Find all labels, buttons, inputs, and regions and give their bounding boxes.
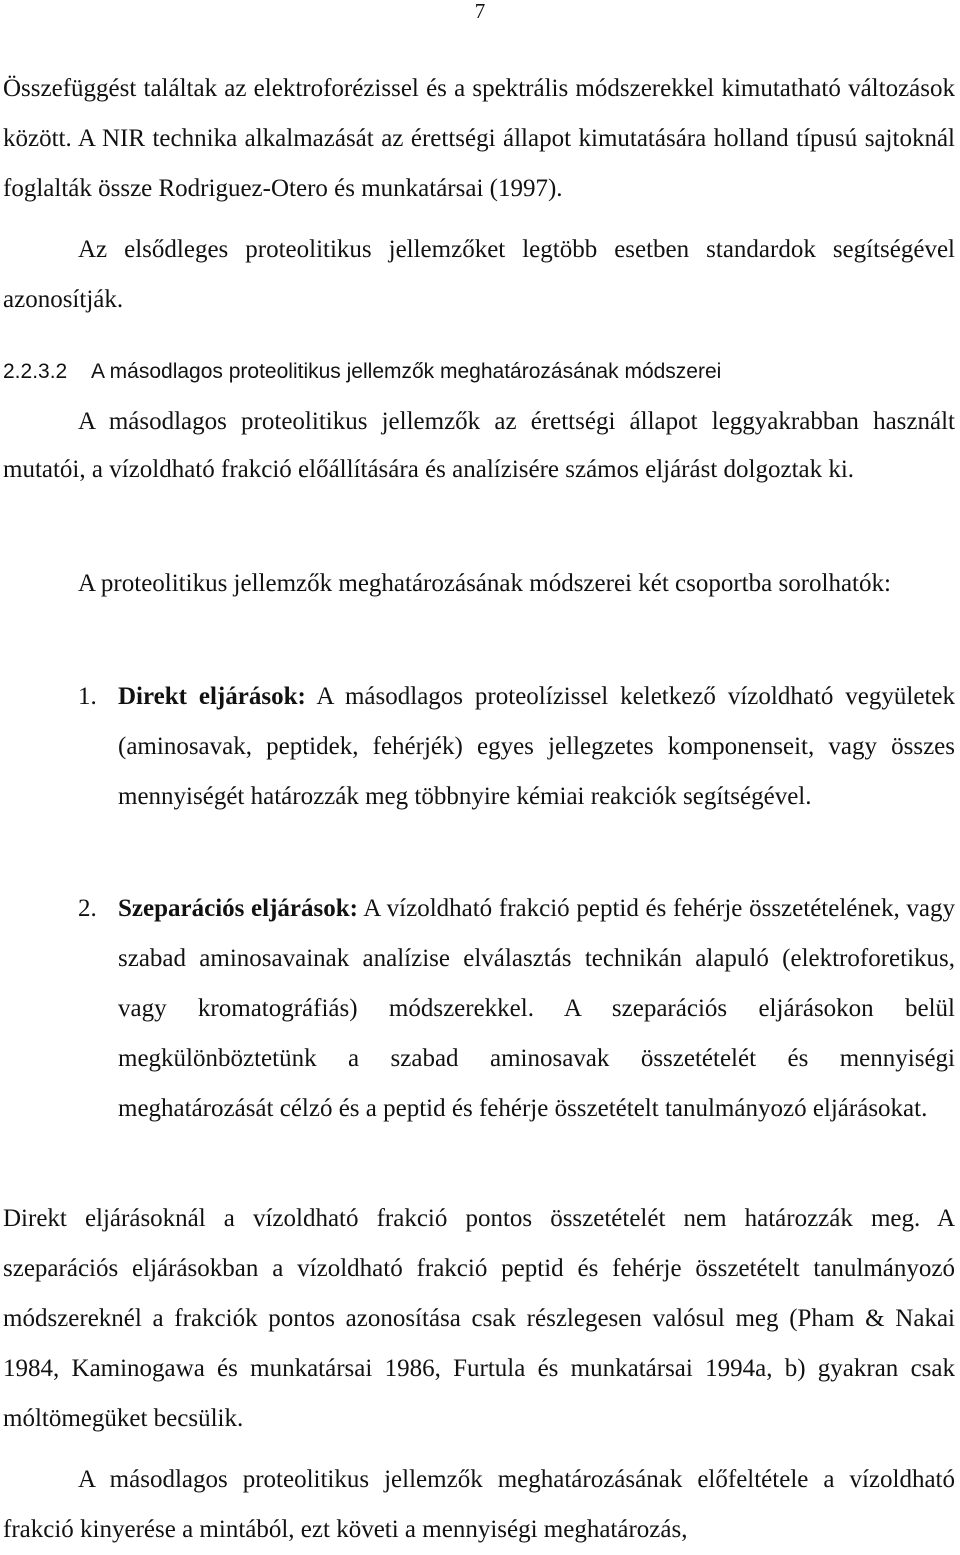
- prerequisite-paragraph: A másodlagos proteolitikus jellemzők meghatározásának előfeltétele a vízoldható frakció kinyerése a mintából, ezt követi a mennyiségi meghatározás,: [3, 1466, 955, 1543]
- method-list-item: [3, 672, 955, 822]
- section-heading: [3, 357, 955, 387]
- secondary-features-paragraph: A másodlagos proteolitikus jellemzők az érettségi állapot leggyakrabban használt mutatói, a vízoldható frakció előállítására és analízisére számos eljárást dolgoztak ki.: [3, 408, 955, 483]
- direct-methods-paragraph: Direkt eljárásoknál a vízoldható frakció pontos összetételét nem határozzák meg. A szeparációs eljárásokban a vízoldható frakció peptid és fehérje összetételt tanulmányozó módszereknél a frakciók pontos azonosítása csak részlegesen valósul meg (Pham & Nakai 1984, Kaminogawa és munkatársai 1986, Furtula és munkatársai 1994a, b) gyakran csak móltömegüket becsülik.: [3, 1205, 955, 1432]
- list-item-term: Szeparációs eljárások:: [118, 895, 358, 922]
- section-number: 2.2.3.2: [3, 360, 68, 383]
- list-item-body: [118, 672, 955, 822]
- list-item-body: [118, 884, 955, 1134]
- primary-features-paragraph: Az elsődleges proteolitikus jellemzőket legtöbb esetben standardok segítségével azonosítják.: [3, 236, 955, 313]
- list-item-number: 1.: [78, 683, 97, 710]
- list-item-number: 2.: [78, 895, 97, 922]
- list-item-text: A vízoldható frakció peptid és fehérje összetételének, vagy szabad aminosavainak analízise elválasztás technikán alapuló (elektroforetikus, vagy kromatográfiás) módszerekkel. A szeparációs eljárásokon belül megkülönböztetünk a szabad aminosavak összetételét és mennyiségi meghatározását célzó és a peptid és fehérje összetételt tanulmányozó eljárásokat.: [118, 895, 955, 1122]
- method-groups-paragraph: A proteolitikus jellemzők meghatározásának módszerei két csoportba sorolhatók:: [78, 570, 891, 597]
- method-list-item: [3, 884, 955, 1134]
- list-item-text: A másodlagos proteolízissel keletkező vízoldható vegyületek (aminosavak, peptidek, fehérjék) egyes jellegzetes komponenseit, vagy összes mennyiségét határozzák meg többnyire kémiai reakciók segítségével.: [118, 683, 955, 810]
- list-item-term: Direkt eljárások:: [118, 683, 306, 710]
- section-title: A másodlagos proteolitikus jellemzők meghatározásának módszerei: [91, 360, 722, 383]
- intro-paragraph: Összefüggést találtak az elektroforézissel és a spektrális módszerekkel kimutatható változások között. A NIR technika alkalmazását az érettségi állapot kimutatására holland típusú sajtoknál foglalták össze Rodriguez-Otero és munkatársai (1997).: [3, 75, 955, 202]
- page-number: 7: [474, 0, 486, 23]
